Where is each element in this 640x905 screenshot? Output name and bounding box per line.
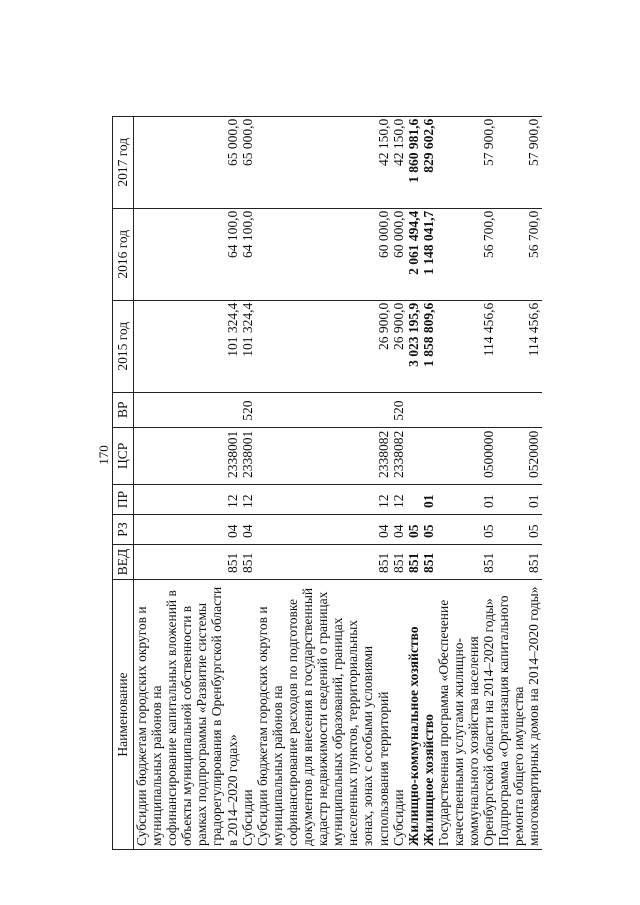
cell-ved: 851: [436, 545, 496, 580]
cell-2017: 829 602,6: [421, 116, 436, 208]
cell-rz: 05: [496, 515, 541, 545]
col-header-pr: ПР: [113, 485, 134, 515]
cell-pr: 12: [134, 485, 240, 515]
col-header-ved: ВЕД: [113, 545, 134, 580]
cell-name: Субсидии бюджетам городских округов и муниципальных районов на софинансирование расходов по подготовке документов для внесения в государственный кадастр недвижимости сведений о границах муниципальных образований, границах населенных пунктов, территориальных зонах, зонах с особыми условиями использования территорий: [255, 580, 391, 850]
cell-2016: 1 148 041,7: [421, 208, 436, 300]
cell-name: Субсидии: [391, 580, 406, 850]
cell-csr: [406, 427, 421, 484]
cell-name: Субсидии бюджетам городских округов и муниципальных районов на софинансирование капитальных вложений в объекты муниципальной собственности в рамках подпрограммы «Развитие системы градорегулирования в Оренбургской области в 2014–2020 годах»: [134, 580, 240, 850]
header-row: [113, 116, 134, 849]
cell-rz: 04: [391, 515, 406, 545]
col-header-name: Наименование: [113, 580, 134, 850]
cell-rz: 04: [255, 515, 391, 545]
cell-vr: [406, 392, 421, 427]
cell-name: Жилищное хозяйство: [421, 580, 436, 850]
table-row: [496, 116, 541, 849]
cell-pr: 12: [255, 485, 391, 515]
cell-2015: 1 858 809,6: [421, 300, 436, 392]
cell-2015: 101 324,4: [240, 300, 255, 392]
cell-vr: [421, 392, 436, 427]
cell-ved: 851: [406, 545, 421, 580]
cell-vr: [134, 392, 240, 427]
cell-2016: 60 000,0: [255, 208, 391, 300]
cell-2017: 65 000,0: [134, 116, 240, 208]
col-header-rz: РЗ: [113, 515, 134, 545]
cell-2017: 42 150,0: [391, 116, 406, 208]
cell-csr: [421, 427, 436, 484]
cell-2016: 56 700,0: [496, 208, 541, 300]
cell-2017: 57 900,0: [436, 116, 496, 208]
cell-pr: 01: [421, 485, 436, 515]
cell-pr: 01: [496, 485, 541, 515]
cell-csr: 2338001: [240, 427, 255, 484]
table-row: [421, 116, 436, 849]
cell-rz: 04: [134, 515, 240, 545]
col-header-vr: ВР: [113, 392, 134, 427]
cell-rz: 05: [406, 515, 421, 545]
cell-2017: 57 900,0: [496, 116, 541, 208]
cell-2015: 101 324,4: [134, 300, 240, 392]
col-header-2015: 2015 год: [113, 300, 134, 392]
cell-csr: 2338082: [391, 427, 406, 484]
cell-ved: 851: [391, 545, 406, 580]
col-header-2016: 2016 год: [113, 208, 134, 300]
table-row: [240, 116, 255, 849]
cell-vr: [255, 392, 391, 427]
cell-pr: 12: [240, 485, 255, 515]
cell-vr: [436, 392, 496, 427]
cell-vr: [496, 392, 541, 427]
col-header-2017: 2017 год: [113, 116, 134, 208]
cell-name: Государственная программа «Обеспечение качественными услугами жилищно-коммунального хозяйства населения Оренбургской области на 2014–2020 годы»: [436, 580, 496, 850]
col-header-csr: ЦСР: [113, 427, 134, 484]
cell-csr: 0520000: [496, 427, 541, 484]
table-row: [436, 116, 496, 849]
cell-ved: 851: [496, 545, 541, 580]
cell-2016: 64 100,0: [240, 208, 255, 300]
cell-pr: 12: [391, 485, 406, 515]
cell-2016: 2 061 494,4: [406, 208, 421, 300]
cell-vr: 520: [391, 392, 406, 427]
cell-pr: [406, 485, 421, 515]
page-number: 170: [96, 445, 111, 465]
cell-csr: 2338082: [255, 427, 391, 484]
cell-2015: 3 023 195,9: [406, 300, 421, 392]
cell-2015: 26 900,0: [391, 300, 406, 392]
cell-2017: 65 000,0: [240, 116, 255, 208]
table-row: [406, 116, 421, 849]
cell-rz: 05: [436, 515, 496, 545]
cell-name: Подпрограмма «Организация капитального ремонта общего имущества многоквартирных домов на 2014–2020 годы»: [496, 580, 541, 850]
cell-2016: 56 700,0: [436, 208, 496, 300]
table-row: [134, 116, 240, 849]
cell-2015: 26 900,0: [255, 300, 391, 392]
cell-2016: 64 100,0: [134, 208, 240, 300]
cell-vr: 520: [240, 392, 255, 427]
cell-name: Жилищно-коммунальное хозяйство: [406, 580, 421, 850]
table-body: [134, 116, 542, 849]
cell-csr: 0500000: [436, 427, 496, 484]
cell-ved: 851: [255, 545, 391, 580]
cell-2017: 42 150,0: [255, 116, 391, 208]
cell-ved: 851: [240, 545, 255, 580]
cell-rz: 04: [240, 515, 255, 545]
cell-2015: 114 456,6: [436, 300, 496, 392]
table-row: [391, 116, 406, 849]
cell-ved: 851: [421, 545, 436, 580]
cell-2017: 1 860 981,6: [406, 116, 421, 208]
budget-table: [112, 116, 542, 850]
cell-pr: 01: [436, 485, 496, 515]
cell-name: Субсидии: [240, 580, 255, 850]
cell-rz: 05: [421, 515, 436, 545]
cell-ved: 851: [134, 545, 240, 580]
cell-2015: 114 456,6: [496, 300, 541, 392]
cell-2016: 60 000,0: [391, 208, 406, 300]
table-row: [255, 116, 391, 849]
cell-csr: 2338001: [134, 427, 240, 484]
